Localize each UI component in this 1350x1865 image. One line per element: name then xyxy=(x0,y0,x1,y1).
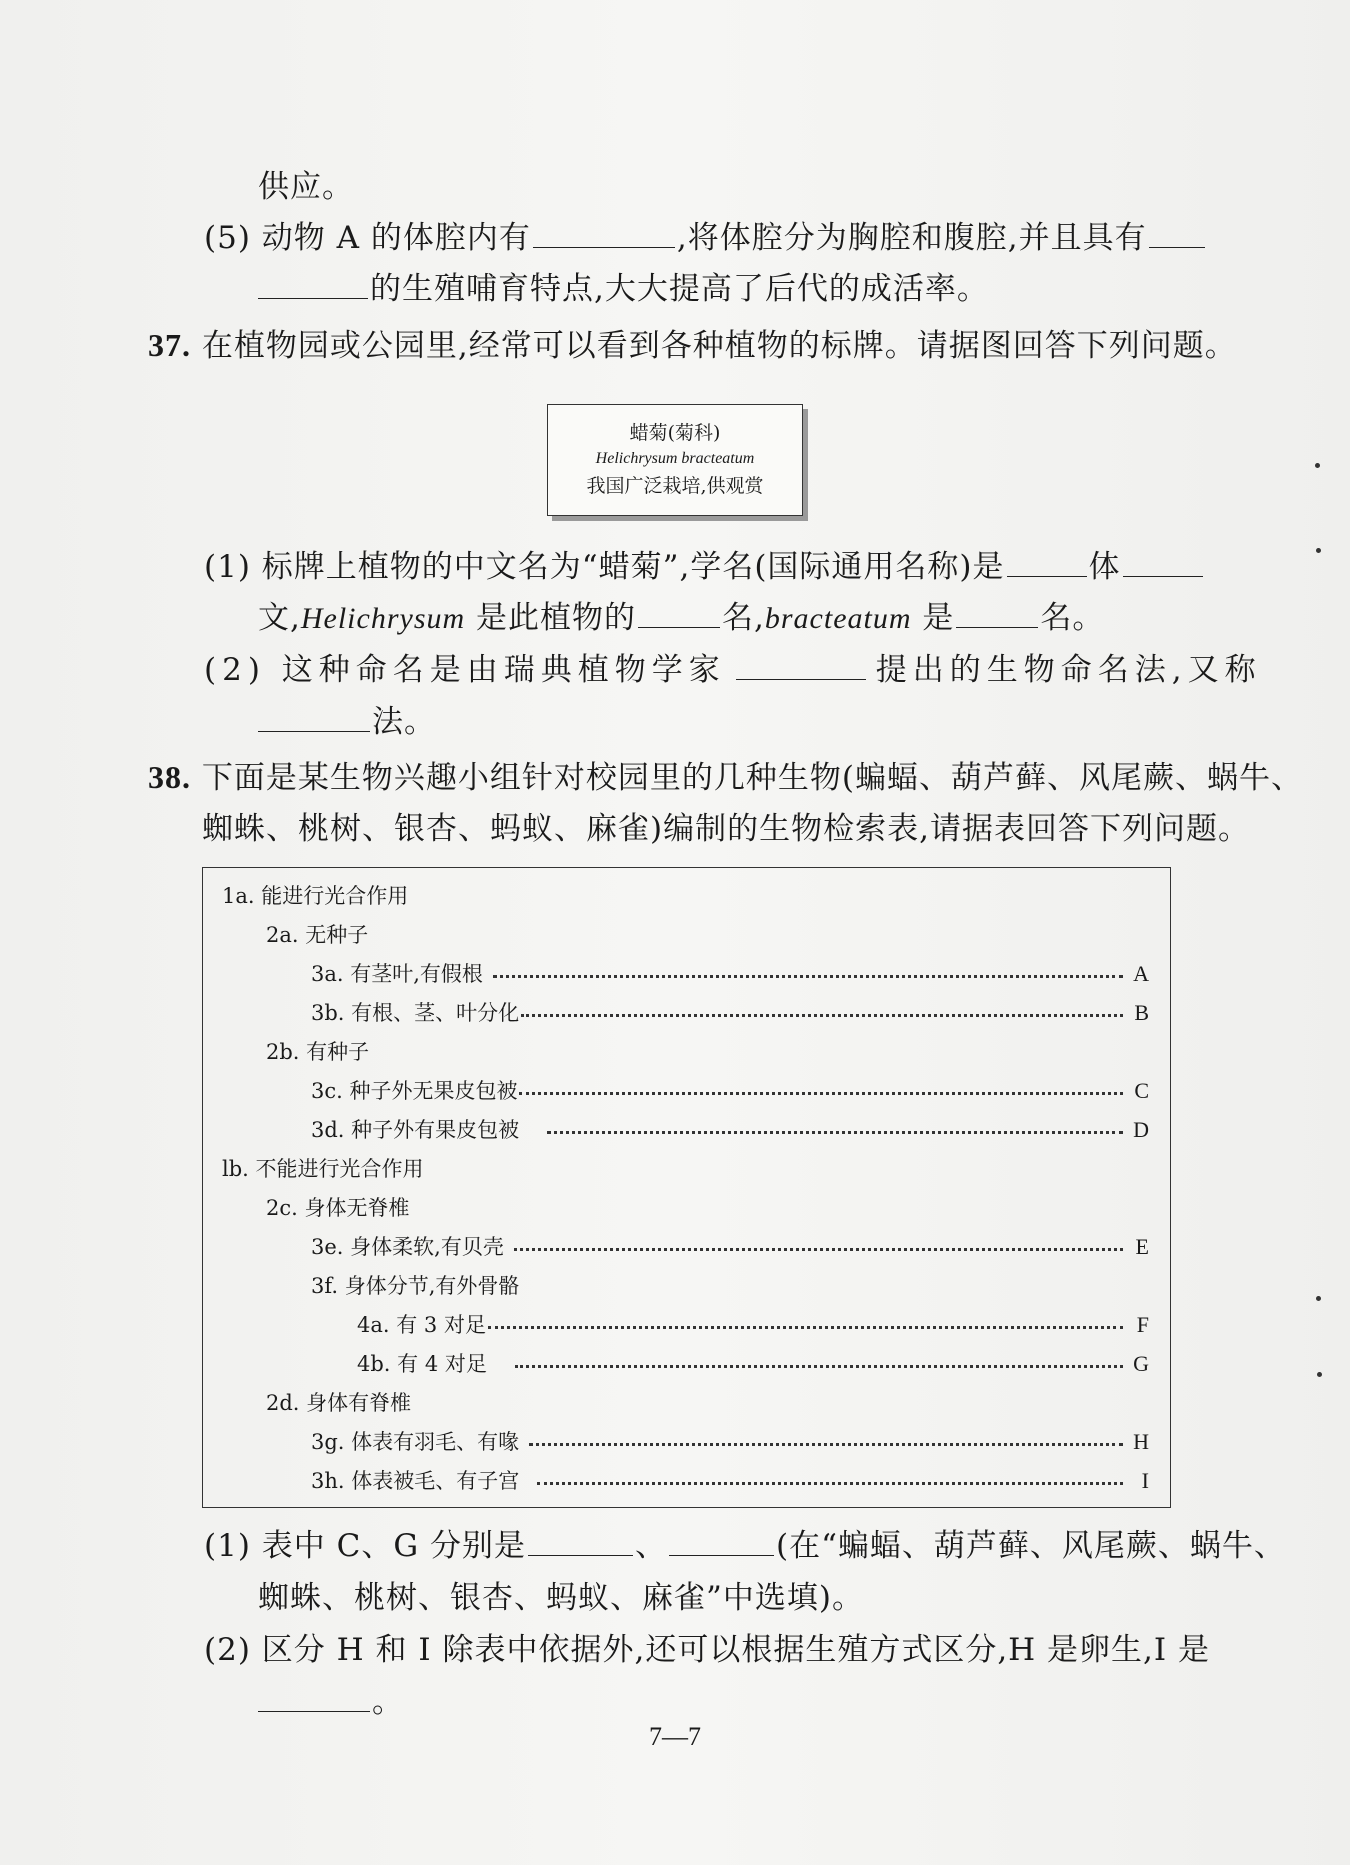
q38-text: 蜘蛛、桃树、银杏、蚂蚁、麻雀)编制的生物检索表,请据表回答下列问题。 xyxy=(202,811,1250,847)
q37-text: 在植物园或公园里,经常可以看到各种植物的标牌。请据图回答下列问题。 xyxy=(201,328,1237,364)
sign-description: 我国广泛栽培,供观赏 xyxy=(586,475,764,497)
q38-part1-line1 xyxy=(204,1524,1286,1568)
leader-dots xyxy=(521,1014,1123,1017)
key-row-label: 4a. 有 3 对足 xyxy=(357,1313,486,1337)
leader-dots xyxy=(519,1092,1123,1095)
answer-blank[interactable] xyxy=(669,1525,774,1556)
answer-blank[interactable] xyxy=(956,597,1038,628)
q37-part2-text: (2) 这种命名是由瑞典植物学家 xyxy=(204,652,726,688)
key-row xyxy=(357,1310,1149,1340)
key-row xyxy=(311,1427,1149,1457)
answer-blank[interactable] xyxy=(258,1681,370,1712)
q37-part1-text: (1) 标牌上植物的中文名为“蜡菊”,学名(国际通用名称)是 xyxy=(204,549,1005,585)
leader-dots xyxy=(537,1482,1123,1485)
key-row-result: H xyxy=(1133,1429,1149,1454)
key-row-label: 3h. 体表被毛、有子宫 xyxy=(311,1469,520,1493)
q38-part1-text: (在“蝙蝠、葫芦藓、风尾蕨、蜗牛、 xyxy=(775,1528,1286,1564)
key-row-label: 4b. 有 4 对足 xyxy=(357,1352,487,1376)
key-row-label: 2b. 有种子 xyxy=(266,1040,370,1064)
leader-dots xyxy=(488,1326,1123,1329)
answer-blank[interactable] xyxy=(638,597,720,628)
q38-part2-text: 。 xyxy=(372,1684,404,1720)
key-row xyxy=(357,1349,1149,1379)
leader-dots xyxy=(547,1131,1123,1134)
q37-part1-line2 xyxy=(258,596,1104,641)
q36-part5-prefix: (5) 动物 A 的体腔内有 xyxy=(204,220,531,256)
answer-blank[interactable] xyxy=(1149,217,1205,248)
key-row-label: 3b. 有根、茎、叶分化 xyxy=(311,1001,520,1025)
key-row xyxy=(222,881,408,911)
key-row xyxy=(311,998,1149,1028)
q37-part1-text: 文, xyxy=(258,600,301,636)
answer-blank[interactable] xyxy=(736,649,866,680)
key-row xyxy=(266,920,368,950)
continuation-text: 供应。 xyxy=(258,169,354,205)
answer-blank[interactable] xyxy=(258,701,370,732)
key-row xyxy=(266,1388,411,1418)
key-row-result: I xyxy=(1141,1468,1149,1493)
q37-part2-line1 xyxy=(204,648,1262,692)
q38-part2-line1 xyxy=(204,1628,1210,1672)
scan-speck xyxy=(1316,548,1321,553)
q37-stem xyxy=(148,323,1237,368)
scan-speck xyxy=(1315,463,1320,468)
q37-part1-text: 名。 xyxy=(1040,600,1105,636)
answer-blank[interactable] xyxy=(1123,546,1203,577)
key-row-label: 2d. 身体有脊椎 xyxy=(266,1391,412,1415)
key-row-label: 3f. 身体分节,有外骨骼 xyxy=(311,1274,520,1298)
scan-speck xyxy=(1316,1296,1321,1301)
q37-part2-text: 法。 xyxy=(372,704,436,740)
key-row xyxy=(311,1076,1149,1106)
scan-speck xyxy=(1317,1372,1322,1377)
q38-part1-text: 、 xyxy=(634,1528,667,1564)
key-row-label: 2c. 身体无脊椎 xyxy=(266,1196,410,1220)
key-row-label: 3a. 有茎叶,有假根 xyxy=(311,962,483,986)
key-row-result: E xyxy=(1135,1234,1149,1259)
key-row-label: 3g. 体表有羽毛、有喙 xyxy=(311,1430,520,1454)
key-row-result: A xyxy=(1133,961,1149,986)
q37-part2-text: 提出的生物命名法,又称 xyxy=(875,652,1262,688)
page-number: 7—7 xyxy=(649,1722,701,1751)
key-row-result: C xyxy=(1134,1078,1149,1103)
answer-blank[interactable] xyxy=(528,1525,633,1556)
q37-part1-text: 名, xyxy=(722,600,765,636)
q38-text: 下面是某生物兴趣小组针对校园里的几种生物(蝙蝠、葫芦藓、风尾蕨、蜗牛、 xyxy=(201,760,1303,796)
q38-part1-text: 蜘蛛、桃树、银杏、蚂蚁、麻雀”中选填)。 xyxy=(258,1580,864,1616)
genus-name: Helichrysum xyxy=(300,602,466,635)
key-row xyxy=(311,1271,519,1301)
q38-part2-text: (2) 区分 H 和 I 除表中依据外,还可以根据生殖方式区分,H 是卵生,I 是 xyxy=(204,1632,1211,1668)
q37-part1-text: 是此植物的 xyxy=(465,600,637,636)
q37-part2-line2 xyxy=(258,700,436,744)
q37-part1-text: 是 xyxy=(911,600,955,636)
key-row xyxy=(311,1466,1149,1496)
q38-stem-line2 xyxy=(202,807,1250,851)
key-row xyxy=(222,1154,424,1184)
plant-label-sign xyxy=(547,404,803,516)
key-row xyxy=(266,1193,409,1223)
leader-dots xyxy=(493,975,1123,978)
key-row xyxy=(266,1037,369,1067)
question-number: 38. xyxy=(148,759,191,795)
key-row-label: 3d. 种子外有果皮包被 xyxy=(311,1118,520,1142)
question-number: 37. xyxy=(148,327,191,363)
key-row-result: D xyxy=(1133,1117,1149,1142)
key-row-result: B xyxy=(1134,1000,1149,1025)
key-row-result: G xyxy=(1133,1351,1149,1376)
answer-blank[interactable] xyxy=(1007,546,1087,577)
key-row xyxy=(311,959,1149,989)
q36-part5-line2 xyxy=(258,267,989,311)
key-row xyxy=(311,1115,1149,1145)
answer-blank[interactable] xyxy=(258,268,368,299)
leader-dots xyxy=(515,1365,1123,1368)
q38-part1-line2 xyxy=(258,1576,864,1620)
sign-chinese-name: 蜡菊(菊科) xyxy=(629,422,721,444)
key-row-label: 2a. 无种子 xyxy=(266,923,369,947)
answer-blank[interactable] xyxy=(533,217,675,248)
sign-scientific-name: Helichrysum bracteatum xyxy=(595,450,755,467)
key-row-label: 3e. 身体柔软,有贝壳 xyxy=(311,1235,504,1259)
key-row-label: lb. 不能进行光合作用 xyxy=(222,1157,424,1181)
q37-part1-text: 体 xyxy=(1088,549,1121,585)
q36-part5-mid: ,将体腔分为胸腔和腹腔,并且具有 xyxy=(676,220,1147,256)
q38-stem-line1 xyxy=(148,755,1303,800)
leader-dots xyxy=(514,1248,1123,1251)
key-row-result: F xyxy=(1136,1312,1149,1337)
q38-part2-line2 xyxy=(258,1680,404,1724)
q38-part1-text: (1) 表中 C、G 分别是 xyxy=(204,1528,526,1564)
q36-part5-end: 的生殖哺育特点,大大提高了后代的成活率。 xyxy=(370,271,989,307)
q37-part1-line1 xyxy=(204,545,1205,589)
key-row-label: 1a. 能进行光合作用 xyxy=(222,884,409,908)
key-row xyxy=(311,1232,1149,1262)
q36-part5-line1 xyxy=(204,216,1207,260)
species-name: bracteatum xyxy=(764,602,912,635)
key-row-label: 3c. 种子外无果皮包被 xyxy=(311,1079,518,1103)
leader-dots xyxy=(529,1443,1123,1446)
continuation-line xyxy=(258,165,354,209)
dichotomous-key-table xyxy=(202,867,1171,1508)
